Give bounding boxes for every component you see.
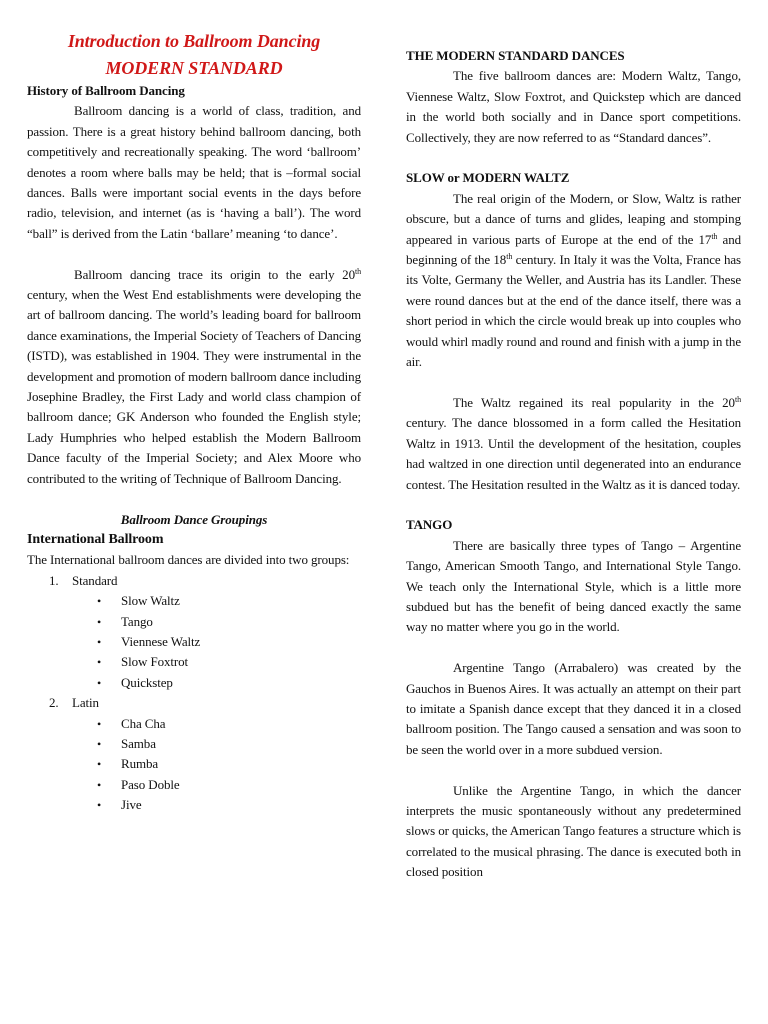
list-item [97, 591, 361, 611]
group-name: Latin [72, 695, 99, 711]
history-paragraph-2-start: Ballroom dancing trace its origin to the early 20 [74, 266, 355, 282]
waltz-p1-part-b: and beginning of the 18 [406, 231, 742, 268]
waltz-paragraph-2 [406, 393, 741, 495]
tango-paragraph-3: Unlike the Argentine Tango, in which the dancer interprets the music spontaneously without any predetermined slows or quicks, the American Tango features a structure which is correlated to the musical phrasing. The dance is executed both in closed position [406, 782, 741, 880]
tango-paragraph-2: Argentine Tango (Arrabalero) was created by the Gauchos in Buenos Aires. It was actually an attempt on their part to imitate a Spanish dance except that they danced it in a closed ballroom position. The Tango caused a sensation and was soon to be seen the world over in a more subdued version. [406, 660, 741, 757]
bullet-icon: • [97, 777, 102, 792]
groupings-heading: Ballroom Dance Groupings [120, 511, 268, 527]
document-title: Introduction to Ballroom Dancing [67, 31, 321, 51]
dance-name: Quickstep [121, 674, 173, 690]
bullet-icon: • [97, 655, 102, 670]
list-item [97, 673, 361, 693]
list-item [97, 734, 361, 754]
bullet-icon: • [97, 675, 102, 690]
standard-dances-heading: THE MODERN STANDARD DANCES [406, 48, 625, 63]
group-latin [49, 693, 361, 815]
bullet-icon: • [97, 798, 102, 813]
dance-name: Paso Doble [121, 776, 180, 792]
bullet-icon: • [97, 634, 102, 649]
international-text: The International ballroom dances are divided into two groups: [27, 552, 350, 568]
left-column [27, 28, 361, 816]
dance-name: Viennese Waltz [121, 633, 201, 649]
list-item [97, 795, 361, 815]
bullet-icon: • [97, 614, 102, 629]
group-name: Standard [72, 572, 118, 588]
group-number: 1. [49, 572, 59, 588]
dance-name: Slow Waltz [121, 593, 180, 609]
latin-dances-list [72, 714, 361, 816]
group-number: 2. [49, 695, 59, 711]
waltz-heading: SLOW or MODERN WALTZ [406, 170, 570, 186]
international-heading: International Ballroom [27, 531, 164, 547]
standard-dances-paragraph: The five ballroom dances are: Modern Waltz, Tango, Viennese Waltz, Slow Foxtrot, and Quickstep which are danced in the world both socially and in Dance sport competitions. Collectively, they are now referred to as “Standard dances”. [406, 68, 741, 145]
list-item [97, 652, 361, 672]
right-column [406, 46, 741, 883]
list-item [97, 775, 361, 795]
superscript-th: th [734, 394, 741, 404]
standard-dances-list [72, 591, 361, 693]
bullet-icon: • [97, 716, 102, 731]
list-item [97, 612, 361, 632]
tango-paragraph-1: There are basically three types of Tango – Argentine Tango, American Smooth Tango, and International Style Tango. We teach only the International Style, which is a little more subdued but has the benefit of being danced exactly the same way no matter where you go in the world. [406, 537, 741, 635]
history-paragraph-2-rest: century, when the West End establishments were developing the art of ballroom dancing. The world’s leading board for ballroom dance examinations, the Imperial Society of Teachers of Dancing (ISTD), was established in 1904. They were instrumental in the development and promotion of modern ballroom dance including Josephine Bradley, the First Lady and world class champion of ballroom dance; GK Anderson who founded the English style; Lady Humphries who helped establish the Modern Ballroom Dance faculty of the Imperial Society; and Alex Moore who contributed to the writing of Technique of Ballroom Dancing. [27, 287, 361, 486]
list-item [97, 754, 361, 774]
waltz-p1-part-a: The real origin of the Modern, or Slow, Waltz is rather obscure, but a dance of turns and glides, leaping and stomping appeared in various parts of Europe at the end of the 17 [406, 190, 741, 247]
list-item [97, 714, 361, 734]
history-paragraph-2 [27, 265, 361, 489]
dance-name: Tango [121, 613, 153, 629]
dance-name: Samba [121, 735, 156, 751]
superscript-th: th [711, 231, 718, 241]
bullet-icon: • [97, 757, 102, 772]
group-standard [49, 571, 361, 693]
waltz-paragraph-1 [406, 189, 741, 373]
waltz-p1-part-c: century. In Italy it was the Volta, France has its Volte, Germany the Weller, and Austria has its Landler. These were round dances but at the end of the dance itself, there was a short period in which the circle would break up into couples who would whirl madly round and round and finish with a jump in the air. [406, 252, 741, 370]
bullet-icon: • [97, 594, 102, 609]
history-paragraph-1: Ballroom dancing is a world of class, tradition, and passion. There is a great history behind ballroom dancing, both competitively and recreationally speaking. The word ‘ballroom’ denotes a room where balls may be held; that is –formal social dances. Balls were important social events in the days before radio, television, and internet (as is ‘having a ball’). The word “ball” is derived from the Latin ‘ballare’ meaning ‘to dance’. [27, 103, 361, 241]
history-heading: History of Ballroom Dancing [27, 83, 185, 98]
superscript-th: th [354, 266, 361, 276]
tango-heading: TANGO [406, 517, 453, 533]
dance-groups-list [27, 571, 361, 816]
waltz-p2-part-a: The Waltz regained its real popularity in the 20 [453, 394, 735, 410]
document-subtitle: MODERN STANDARD [105, 58, 283, 78]
bullet-icon: • [97, 736, 102, 751]
superscript-th: th [506, 252, 513, 262]
dance-name: Jive [121, 797, 142, 813]
waltz-p2-part-b: century. The dance blossomed in a form called the Hesitation Waltz in 1913. Until the development of the hesitation, couples had waltzed in one direction until degenerated into an endurance contest. The Hesitation resulted in the Waltz as it is danced today. [406, 415, 741, 492]
dance-name: Slow Foxtrot [121, 654, 189, 670]
dance-name: Cha Cha [121, 715, 166, 731]
list-item [97, 632, 361, 652]
dance-name: Rumba [121, 756, 159, 772]
